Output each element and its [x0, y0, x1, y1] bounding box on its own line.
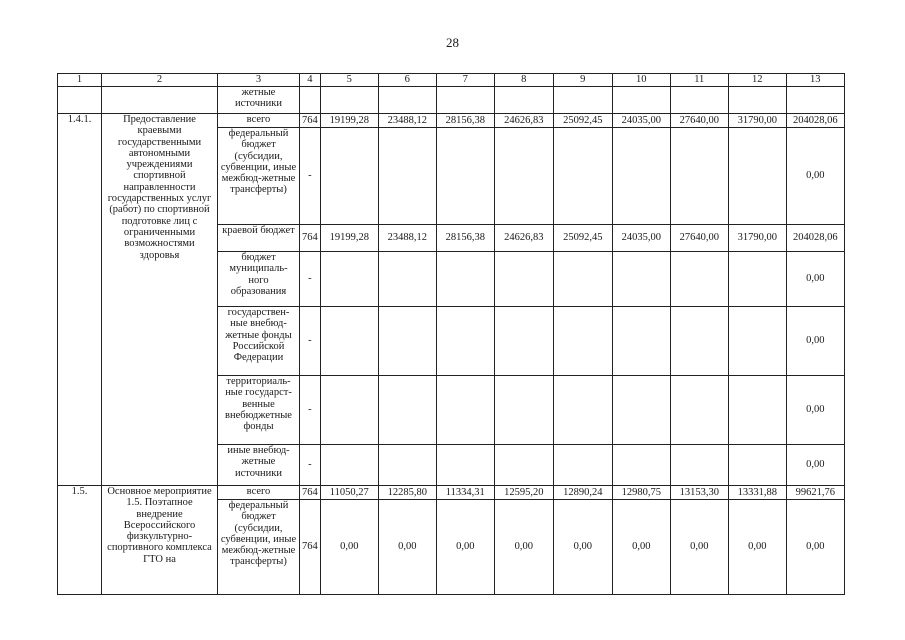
source-cell: территориаль-ные государст-венные внебюджетные фонды — [218, 376, 300, 445]
value-cell: 31790,00 — [728, 225, 786, 252]
value-cell — [612, 445, 670, 486]
value-cell — [612, 376, 670, 445]
value-cell: 12890,24 — [553, 486, 612, 500]
row-index: 1.5. — [58, 486, 102, 595]
value-cell: 24035,00 — [612, 114, 670, 128]
value-cell — [670, 307, 728, 376]
value-cell — [670, 252, 728, 307]
code-cell: 764 — [300, 500, 321, 595]
code-cell: 764 — [300, 225, 321, 252]
value-cell — [494, 128, 553, 225]
total-cell: 0,00 — [786, 376, 844, 445]
value-cell — [436, 445, 494, 486]
source-cell: всего — [218, 486, 300, 500]
page-number: 28 — [446, 35, 459, 50]
header-cell: 5 — [320, 74, 378, 87]
header-cell: 12 — [728, 74, 786, 87]
value-cell — [320, 128, 378, 225]
value-cell — [728, 252, 786, 307]
header-cell: 1 — [58, 74, 102, 87]
value-cell — [494, 376, 553, 445]
value-cell — [728, 445, 786, 486]
value-cell: 13331,88 — [728, 486, 786, 500]
value-cell: 28156,38 — [436, 114, 494, 128]
source-cell: федеральный бюджет (субсидии, субвенции, иные межбюд-жетные трансферты) — [218, 128, 300, 225]
value-cell — [378, 376, 436, 445]
value-cell — [378, 128, 436, 225]
header-row — [58, 74, 845, 87]
total-cell: 0,00 — [786, 500, 844, 595]
value-cell — [612, 252, 670, 307]
table-row — [58, 114, 845, 128]
value-cell: 28156,38 — [436, 225, 494, 252]
total-cell: 0,00 — [786, 252, 844, 307]
value-cell: 0,00 — [378, 500, 436, 595]
value-cell — [670, 128, 728, 225]
code-cell: 764 — [300, 486, 321, 500]
source-cell: краевой бюджет — [218, 225, 300, 252]
source-cell: жетные источники — [218, 87, 300, 114]
value-cell: 24626,83 — [494, 114, 553, 128]
value-cell: 0,00 — [436, 500, 494, 595]
row-description: Предоставление краевыми государственными автономными учреждениями спортивной направленности государственных услуг (работ) по спортивной подготовке лиц с ограниченными возможностями здоровья — [102, 114, 218, 486]
table-row — [58, 486, 845, 500]
value-cell — [378, 445, 436, 486]
value-cell: 27640,00 — [670, 225, 728, 252]
value-cell: 27640,00 — [670, 114, 728, 128]
value-cell — [728, 307, 786, 376]
header-cell: 4 — [300, 74, 321, 87]
value-cell: 0,00 — [670, 500, 728, 595]
code-cell: - — [300, 445, 321, 486]
value-cell — [553, 128, 612, 225]
continuation-row — [58, 87, 845, 114]
header-cell: 7 — [436, 74, 494, 87]
value-cell — [553, 445, 612, 486]
value-cell — [728, 128, 786, 225]
header-cell: 8 — [494, 74, 553, 87]
code-cell: - — [300, 252, 321, 307]
value-cell — [612, 128, 670, 225]
value-cell: 23488,12 — [378, 225, 436, 252]
header-cell: 13 — [786, 74, 844, 87]
value-cell: 31790,00 — [728, 114, 786, 128]
total-cell: 0,00 — [786, 128, 844, 225]
value-cell: 0,00 — [553, 500, 612, 595]
value-cell — [436, 252, 494, 307]
total-cell: 0,00 — [786, 445, 844, 486]
value-cell — [320, 376, 378, 445]
value-cell: 23488,12 — [378, 114, 436, 128]
header-cell: 3 — [218, 74, 300, 87]
value-cell: 11334,31 — [436, 486, 494, 500]
total-cell: 204028,06 — [786, 114, 844, 128]
value-cell: 24035,00 — [612, 225, 670, 252]
value-cell — [553, 376, 612, 445]
value-cell — [553, 307, 612, 376]
total-cell: 99621,76 — [786, 486, 844, 500]
value-cell: 0,00 — [494, 500, 553, 595]
value-cell: 12980,75 — [612, 486, 670, 500]
header-cell: 2 — [102, 74, 218, 87]
source-cell: федеральный бюджет (субсидии, субвенции, иные межбюд-жетные трансферты) — [218, 500, 300, 595]
value-cell: 12595,20 — [494, 486, 553, 500]
header-cell: 10 — [612, 74, 670, 87]
value-cell — [670, 445, 728, 486]
value-cell — [494, 445, 553, 486]
value-cell: 19199,28 — [320, 114, 378, 128]
budget-table — [57, 73, 845, 595]
header-cell: 6 — [378, 74, 436, 87]
source-cell: иные внебюд-жетные источники — [218, 445, 300, 486]
value-cell — [553, 252, 612, 307]
row-index: 1.4.1. — [58, 114, 102, 486]
value-cell — [378, 252, 436, 307]
value-cell — [436, 376, 494, 445]
source-cell: бюджет муниципаль-ного образования — [218, 252, 300, 307]
value-cell — [320, 252, 378, 307]
value-cell — [320, 307, 378, 376]
value-cell — [494, 252, 553, 307]
value-cell: 0,00 — [612, 500, 670, 595]
value-cell: 19199,28 — [320, 225, 378, 252]
value-cell: 25092,45 — [553, 225, 612, 252]
value-cell — [494, 307, 553, 376]
value-cell: 13153,30 — [670, 486, 728, 500]
source-cell: государствен-ные внебюд-жетные фонды Российской Федерации — [218, 307, 300, 376]
row-description: Основное мероприятие 1.5. Поэтапное внедрение Всероссийского физкультурно-спортивного комплекса ГТО на — [102, 486, 218, 595]
value-cell — [378, 307, 436, 376]
code-cell: - — [300, 376, 321, 445]
header-cell: 11 — [670, 74, 728, 87]
code-cell: 764 — [300, 114, 321, 128]
value-cell: 0,00 — [320, 500, 378, 595]
total-cell: 204028,06 — [786, 225, 844, 252]
total-cell: 0,00 — [786, 307, 844, 376]
value-cell — [320, 445, 378, 486]
value-cell — [670, 376, 728, 445]
value-cell: 25092,45 — [553, 114, 612, 128]
value-cell — [436, 128, 494, 225]
value-cell: 0,00 — [728, 500, 786, 595]
code-cell: - — [300, 307, 321, 376]
value-cell — [612, 307, 670, 376]
header-cell: 9 — [553, 74, 612, 87]
value-cell: 11050,27 — [320, 486, 378, 500]
value-cell: 24626,83 — [494, 225, 553, 252]
value-cell: 12285,80 — [378, 486, 436, 500]
code-cell: - — [300, 128, 321, 225]
source-cell: всего — [218, 114, 300, 128]
value-cell — [436, 307, 494, 376]
value-cell — [728, 376, 786, 445]
